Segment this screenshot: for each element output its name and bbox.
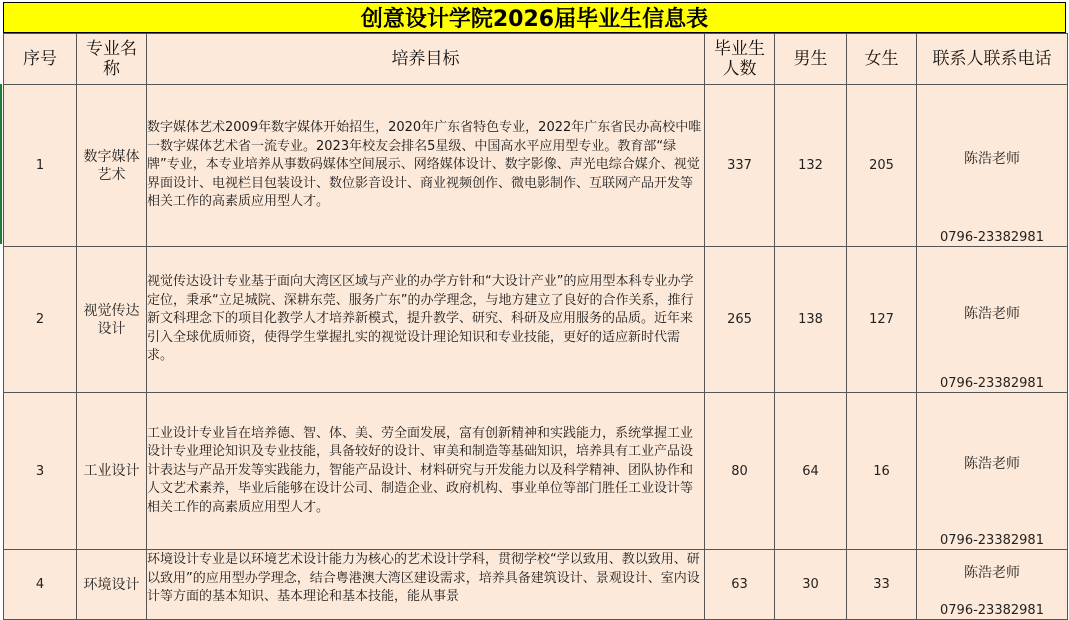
header-index[interactable]: 序号 [4, 34, 77, 85]
cell-contact[interactable] [917, 85, 1068, 247]
cell-contact[interactable] [917, 393, 1068, 550]
cell-goal[interactable]: 工业设计专业旨在培养德、智、体、美、劳全面发展，富有创新精神和实践能力，系统掌握工业设计专业理论知识及专业技能，具备较好的设计、审美和制造等基础知识，培养具有工业产品设计表达与产品开发等实践能力，智能产品设计、材料研究与开发能力以及科学精神、团队协作和人文艺术素养，毕业后能够在设计公司、制造企业、政府机构、事业单位等部门胜任工业设计等相关工作的高素质应用型人才。 [147, 393, 705, 550]
table-row [4, 393, 1068, 550]
cell-index[interactable]: 4 [4, 550, 77, 620]
cell-goal[interactable]: 环境设计专业是以环境艺术设计能力为核心的艺术设计学科，贯彻学校“学以致用、教以致用、研以致用”的应用型办学理念，结合粤港澳大湾区建设需求，培养具备建筑设计、景观设计、室内设计等方面的基本知识、基本理论和基本技能，能从事景 [147, 550, 705, 620]
cell-contact[interactable] [917, 247, 1068, 393]
table-row [4, 85, 1068, 247]
cell-male[interactable]: 132 [775, 85, 847, 247]
table-row [4, 247, 1068, 393]
contact-phone: 0796-23382981 [940, 230, 1044, 245]
row-selection-marker [0, 84, 2, 244]
cell-female[interactable]: 127 [847, 247, 917, 393]
cell-grads[interactable]: 265 [705, 247, 775, 393]
table-row [4, 550, 1068, 620]
header-row [4, 34, 1068, 85]
cell-male[interactable]: 64 [775, 393, 847, 550]
contact-phone: 0796-23382981 [940, 376, 1044, 391]
cell-female[interactable]: 205 [847, 85, 917, 247]
contact-name: 陈浩老师 [964, 456, 1020, 472]
contact-phone: 0796-23382981 [940, 603, 1044, 618]
cell-index[interactable]: 1 [4, 85, 77, 247]
graduate-info-table [3, 33, 1068, 620]
cell-grads[interactable]: 80 [705, 393, 775, 550]
cell-major[interactable]: 环境设计 [77, 550, 147, 620]
cell-contact[interactable] [917, 550, 1068, 620]
header-male[interactable]: 男生 [775, 34, 847, 85]
cell-male[interactable]: 30 [775, 550, 847, 620]
contact-name: 陈浩老师 [964, 306, 1020, 322]
cell-female[interactable]: 33 [847, 550, 917, 620]
cell-grads[interactable]: 337 [705, 85, 775, 247]
cell-female[interactable]: 16 [847, 393, 917, 550]
cell-index[interactable]: 3 [4, 393, 77, 550]
cell-grads[interactable]: 63 [705, 550, 775, 620]
header-female[interactable]: 女生 [847, 34, 917, 85]
header-major[interactable]: 专业名称 [77, 34, 147, 85]
header-contact[interactable]: 联系人联系电话 [917, 34, 1068, 85]
header-grads[interactable]: 毕业生人数 [705, 34, 775, 85]
cell-goal[interactable]: 数字媒体艺术2009年数字媒体开始招生，2020年广东省特色专业，2022年广东省民办高校中唯一数字媒体艺术省一流专业。2023年校友会排名5星级、中国高水平应用型专业。教育部“绿牌”专业，本专业培养从事数码媒体空间展示、网络媒体设计、数字影像、声光电综合媒介、视觉界面设计、电视栏目包装设计、数位影音设计、商业视频创作、微电影制作、互联网产品开发等相关工作的高素质应用型人才。 [147, 85, 705, 247]
cell-male[interactable]: 138 [775, 247, 847, 393]
cell-major[interactable]: 工业设计 [77, 393, 147, 550]
cell-major[interactable]: 数字媒体艺术 [77, 85, 147, 247]
cell-goal[interactable]: 视觉传达设计专业基于面向大湾区区域与产业的办学方针和“大设计产业”的应用型本科专业办学定位，秉承“立足城院、深耕东莞、服务广东”的办学理念，与地方建立了良好的合作关系，推行新文科理念下的项目化教学人才培养新模式，提升教学、研究、科研及应用服务的品质。近年来引入全球优质师资，使得学生掌握扎实的视觉设计理论知识和专业技能，更好的适应新时代需求。 [147, 247, 705, 393]
contact-phone: 0796-23382981 [940, 533, 1044, 548]
cell-major[interactable]: 视觉传达设计 [77, 247, 147, 393]
cell-index[interactable]: 2 [4, 247, 77, 393]
table-title[interactable]: 创意设计学院2026届毕业生信息表 [3, 2, 1066, 33]
contact-name: 陈浩老师 [964, 565, 1020, 581]
header-goal[interactable]: 培养目标 [147, 34, 705, 85]
contact-name: 陈浩老师 [964, 151, 1020, 167]
